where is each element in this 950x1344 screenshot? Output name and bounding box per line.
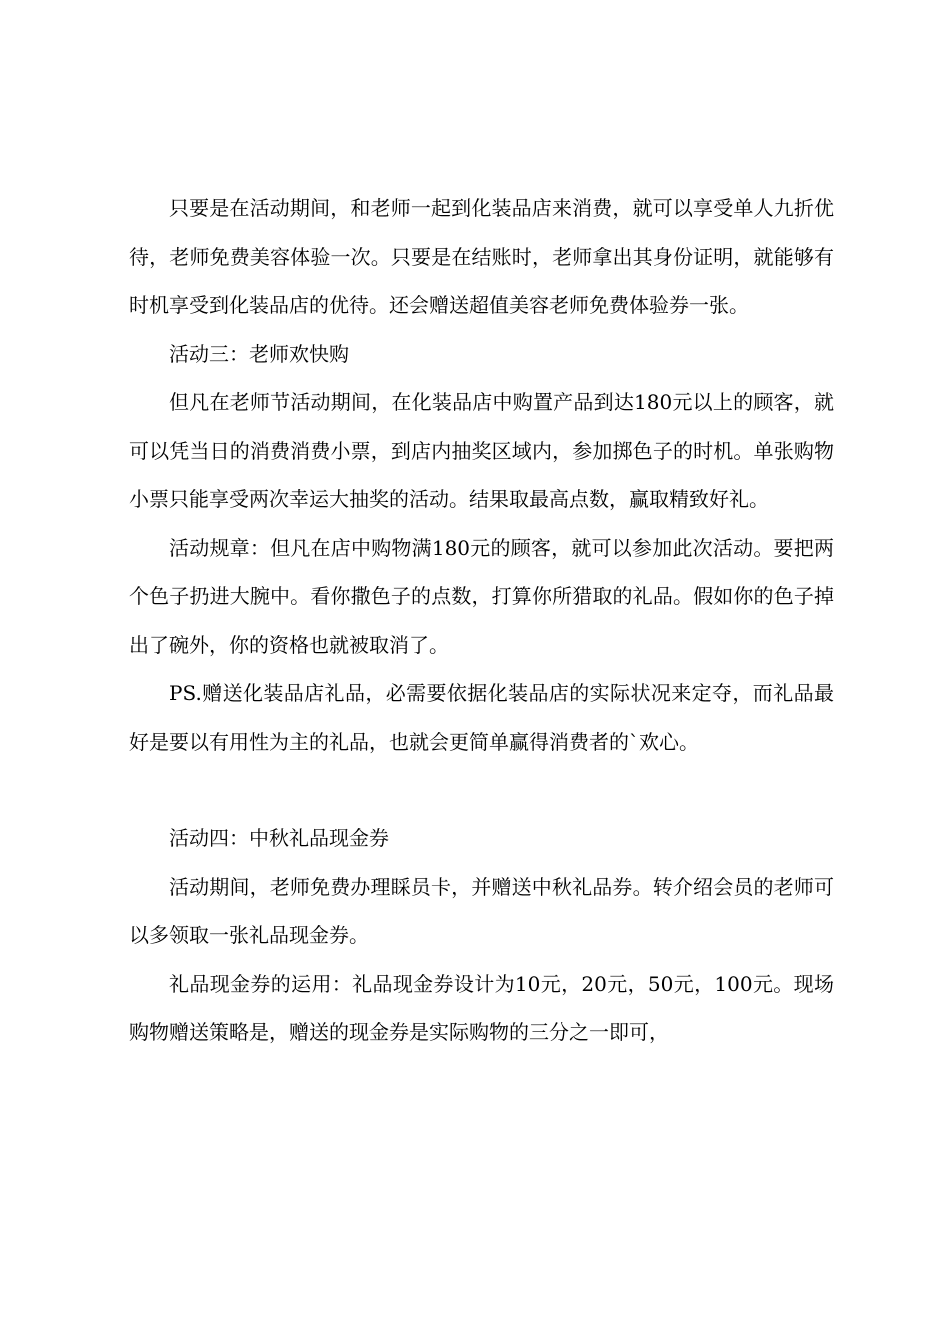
paragraph-activity-rules: 活动规章：但凡在店中购物满180元的顾客，就可以参加此次活动。要把两个色子扔进大腕中。看你撒色子的点数，打算你所猎取的礼品。假如你的色子掉出了碗外，你的资格也就被取消了。 xyxy=(129,535,834,657)
paragraph-lucky-draw: 但凡在老师节活动期间，在化装品店中购置产品到达180元以上的顾客，就可以凭当日的消费消费小票，到店内抽奖区域内，参加掷色子的时机。单张购物小票只能享受两次幸运大抽奖的活动。结果取最高点数，赢取精致好礼。 xyxy=(129,390,834,511)
paragraph-member-card: 活动期间，老师免费办理睬员卡，并赠送中秋礼品券。转介绍会员的老师可以多领取一张礼品现金券。 xyxy=(129,874,834,947)
paragraph-gap xyxy=(129,766,834,814)
paragraph-coupon-usage: 礼品现金券的运用：礼品现金券设计为10元，20元，50元，100元。现场购物赠送策略是，赠送的现金券是实际购物的三分之一即可， xyxy=(129,971,834,1044)
heading-activity-four: 活动四：中秋礼品现金券 xyxy=(169,826,389,850)
heading-activity-three: 活动三：老师欢快购 xyxy=(169,341,349,366)
paragraph-member-discount: 只要是在活动期间，和老师一起到化装品店来消费，就可以享受单人九折优待，老师免费美容体验一次。只要是在结账时，老师拿出其身份证明，就能够有时机享受到化装品店的优待。还会赠送超值美容老师免费体验券一张。 xyxy=(129,196,834,317)
paragraph-ps-note: PS.赠送化装品店礼品，必需要依据化装品店的实际状况来定夺，而礼品最好是要以有用性为主的礼品，也就会更简单赢得消费者的`欢心。 xyxy=(129,681,834,754)
document-body xyxy=(129,184,834,1057)
